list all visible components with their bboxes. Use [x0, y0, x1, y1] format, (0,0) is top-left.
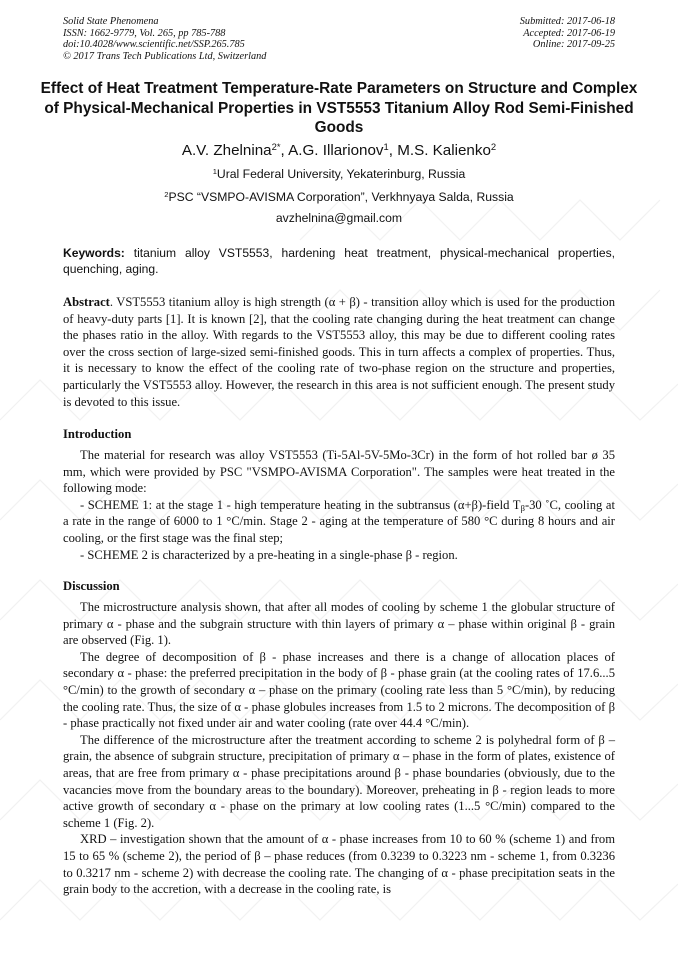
beta-subscript: β	[520, 502, 525, 513]
copyright-line: © 2017 Trans Tech Publications Ltd, Switzerland	[63, 50, 267, 62]
publication-dates	[520, 16, 615, 51]
paper-title: Effect of Heat Treatment Temperature-Rate Parameters on Structure and Complex of Physical-Mechanical Properties in VST5553 Titanium Alloy Rod Semi-Finished Goods	[40, 80, 638, 136]
affiliation-2	[40, 190, 638, 205]
author-name: A.G. Illarionov	[288, 142, 384, 159]
keywords-block	[63, 246, 615, 278]
body-paragraph	[63, 497, 615, 547]
author-separator: ,	[280, 142, 289, 159]
abstract-block	[63, 294, 615, 410]
discussion-heading: Discussion	[63, 579, 120, 593]
abstract-paragraph	[63, 294, 615, 410]
doi-link[interactable]: doi:10.4028/www.scientific.net/SSP.265.785	[63, 39, 245, 50]
author-affiliation-mark: 2	[490, 140, 497, 152]
body-paragraph: The microstructure analysis shown, that after all modes of cooling by scheme 1 the globular structure of primary α - phase and the subgrain structure with thin layers of primary α – phase within original β - grain are observed (Fig. 1).	[63, 600, 615, 648]
online-date: Online: 2017-09-25	[532, 39, 615, 50]
scheme-1-text-start: - SCHEME 1: at the stage 1 - high temperature heating in the subtransus (α+β)-field T	[80, 497, 521, 512]
affiliation-mark: 2	[164, 189, 169, 199]
scheme-1-text-end: -30 ˚C, cooling at a rate in the range of 6000 to 1 °C/min. Stage 2 - aging at the temperature of 580 °C during 8 hours and air cooling, or the first stage was the final step;	[63, 497, 616, 545]
body-paragraph: The degree of decomposition of β - phase increases and there is a change of allocation places of secondary α - phase: the preferred precipitation in the body of β - phase grain (at the cooling rates of 17.6...5 °C/min) to the growth of secondary α – phase on the primary (cooling rate less than 5 °C/min), by reducing the cooling rate. Thus, the size of α - phase globules increases from 1.5 to 2 microns. The decomposition of β - phase practically not fixed under air and water cooling (rate over 44.4 °C/min).	[63, 649, 615, 731]
body-paragraph: XRD – investigation shown that the amount of α - phase increases from 10 to 60 % (scheme 1) and from 15 to 65 % (scheme 2), the period of β – phase reduces (from 0.3239 to 0.3223 nm - scheme 1, from 0.3236 to 0.3217 nm - scheme 2) with decrease the cooling rate. The changing of α - phase precipitation seats in the grain body to the accretion, with a decrease in the cooling rate, is	[63, 832, 615, 897]
keywords-text: titanium alloy VST5553, hardening heat treatment, physical-mechanical properties, quenching, aging.	[63, 246, 615, 276]
keywords-label: Keywords:	[63, 246, 125, 260]
affiliation-text: PSC “VSMPO-AVISMA Corporation”, Verkhnyaya Salda, Russia	[168, 190, 514, 204]
author-name: M.S. Kalienko	[397, 142, 491, 159]
body-paragraph: The material for research was alloy VST5553 (Ti-5Al-5V-5Mo-3Cr) in the form of hot rolled bar ø 35 mm, which were provided by PSC "VSMPO-AVISMA Corporation". The samples were heat treated in the following mode:	[63, 448, 615, 496]
journal-info	[63, 16, 266, 62]
accepted-date: Accepted: 2017-06-19	[523, 27, 615, 39]
introduction-heading: Introduction	[63, 427, 132, 441]
affiliation-text: Ural Federal University, Yekaterinburg, Russia	[216, 167, 466, 181]
affiliation-mark: 1	[212, 166, 217, 176]
affiliation-1	[40, 167, 638, 182]
contact-email[interactable]: avzhelnina@gmail.com	[275, 211, 403, 225]
discussion-section	[63, 599, 615, 898]
introduction-section	[63, 447, 615, 563]
author-name: A.V. Zhelnina	[181, 142, 272, 159]
body-paragraph: - SCHEME 2 is characterized by a pre-heating in a single-phase β - region.	[80, 547, 458, 562]
submitted-date: Submitted: 2017-06-18	[519, 16, 615, 27]
abstract-label: Abstract	[63, 295, 110, 309]
journal-issn: ISSN: 1662-9779, Vol. 265, pp 785-788	[63, 27, 226, 39]
author-list	[40, 141, 638, 160]
author-affiliation-mark: 1	[383, 140, 389, 152]
author-affiliation-mark: 2*	[271, 140, 281, 152]
abstract-text: . VST5553 titanium alloy is high strength (α + β) - transition alloy which is used for the production of heavy-duty parts [1]. It is known [2], that the cooling rate changing during the heat treatment can change the phases ratio in the alloy. With regards to the VST5553 alloy, this may be due to different cooling rates over the cross section of large-sized semi-finished goods. This in turn affects a complex of properties. Thus, it is necessary to know the effect of the cooling rate of two-phase region on the structure and properties, particularly the VST5553 alloy. However, the research in this area is not sufficient enough. The present study is devoted to this issue.	[63, 295, 615, 409]
journal-name: Solid State Phenomena	[63, 16, 159, 27]
author-separator: ,	[388, 142, 398, 159]
body-paragraph: The difference of the microstructure after the treatment according to scheme 2 is polyhedral form of β – grain, the absence of subgrain structure, precipitation of primary α – phase in the form of plates, existence of areas, that are free from primary α - phase precipitations around β - phase boundaries (obviously, due to the vacancies move from the boundary areas to the boundary). Moreover, preheating in β - region leads to more active growth of secondary α - phase on the primary at low cooling rates (1...5 °C/min) compared to the scheme 1 (Fig. 2).	[63, 732, 615, 830]
